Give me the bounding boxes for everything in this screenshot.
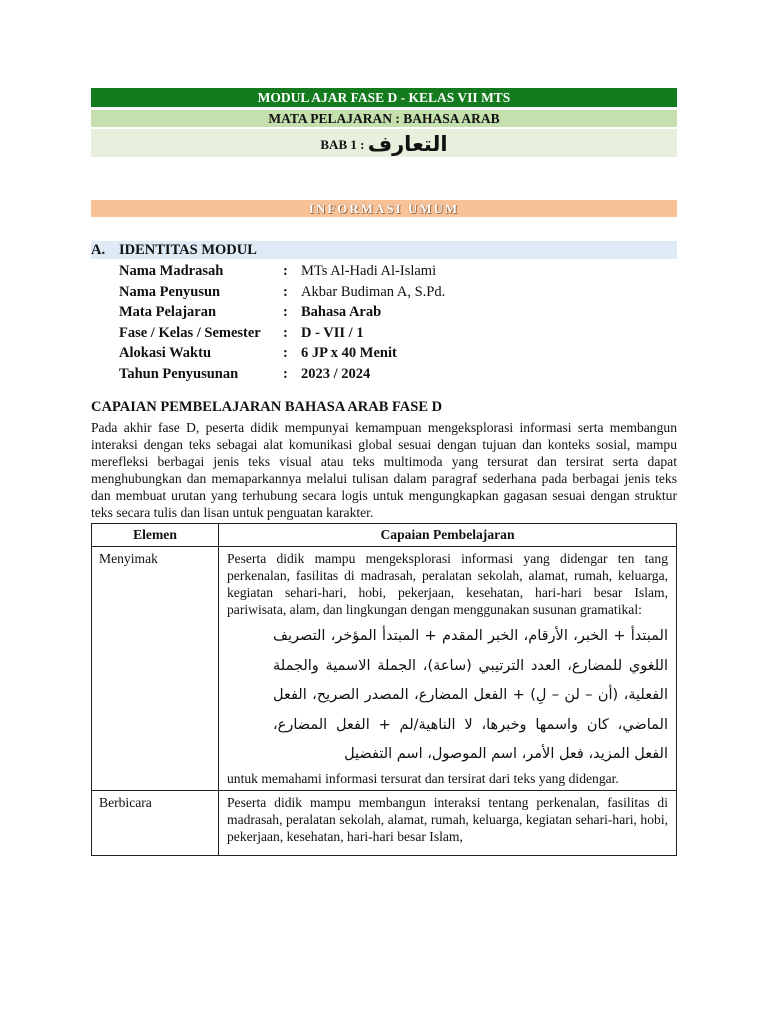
table-header-elemen: Elemen	[92, 524, 219, 547]
section-title: IDENTITAS MODUL	[119, 242, 257, 258]
module-title: MODUL AJAR FASE D - KELAS VII MTS	[91, 88, 677, 107]
identity-list	[91, 261, 677, 384]
identity-colon: :	[283, 283, 288, 300]
table-cell-capaian	[219, 790, 677, 855]
table-header-row	[92, 524, 677, 547]
table-row	[92, 790, 677, 855]
chapter-arabic-title: التعارف	[367, 132, 448, 156]
identity-value: 6 JP x 40 Menit	[301, 345, 397, 361]
identity-row	[91, 364, 677, 385]
identity-colon: :	[283, 304, 288, 320]
chapter-title	[91, 129, 677, 157]
section-heading-identitas	[91, 241, 677, 259]
identity-colon: :	[283, 345, 288, 361]
table-header-capaian: Capaian Pembelajaran	[219, 524, 677, 547]
table-cell-capaian	[219, 547, 677, 791]
capaian-outro-text: untuk memahami informasi tersurat dan tersirat dari teks yang didengar.	[227, 770, 619, 786]
arabic-grammar-text: المبتدأ + الخبر، الأرقام، الخبر المقدم + المبتدأ المؤخر، التصريف اللغوي للمضارع، العدد الترتيبي (ساعة)، الجملة الاسمية والجملة الفعلية، (أن – لن – لِ) + الفعل المضارع، المصدر الصريح، الفعل الماضي، كان واسمها وخبرها، لا الناهية/لم + الفعل المضارع، الفعل المزيد، فعل الأمر، اسم الموصول، اسم التفضيل	[273, 628, 668, 762]
table-cell-elemen: Menyimak	[92, 547, 219, 791]
identity-row	[91, 261, 677, 282]
capaian-paragraph: Pada akhir fase D, peserta didik mempunyai kemampuan mengeksplorasi informasi serta membangun interaksi dengan teks sebagai alat komunikasi global sesuai dengan tujuan dan konteks sosial, mampu merefleksi berbagai jenis teks visual atau teks multimoda yang tersurat dan tersirat serta dapat menghubungkan dan memaparkannya melalui tulisan dalam paragraf sederhana pada berbagai jenis teks dan membuat urutan yang terhubung secara logis untuk mengungkapkan gagasan sesuai dengan struktur teks secara tulis dan lisan untuk penguatan karakter.	[91, 420, 677, 520]
capaian-intro-text: Peserta didik mampu membangun interaksi tentang perkenalan, fasilitas di madrasah, peralatan sekolah, alamat, rumah, keluarga, kegiatan sehari-hari, hobi, pekerjaan, kesehatan, hari-hari besar Islam,	[227, 794, 668, 844]
capaian-table	[91, 523, 677, 856]
identity-row	[91, 343, 677, 364]
identity-label: Nama Madrasah	[119, 263, 224, 279]
capaian-heading: CAPAIAN PEMBELAJARAN BAHASA ARAB FASE D	[91, 399, 443, 415]
identity-colon: :	[283, 263, 288, 279]
chapter-label: BAB 1 :	[320, 137, 368, 152]
table-row	[92, 547, 677, 791]
identity-row	[91, 302, 677, 323]
identity-label: Alokasi Waktu	[119, 345, 212, 361]
identity-value: Bahasa Arab	[301, 304, 382, 320]
identity-value: 2023 / 2024	[301, 365, 371, 382]
identity-colon: :	[283, 324, 288, 341]
identity-row	[91, 282, 677, 303]
identity-value: Akbar Budiman A, S.Pd.	[301, 283, 446, 300]
document-page	[91, 88, 677, 856]
info-banner: INFORMASI UMUM	[91, 200, 677, 217]
identity-label: Tahun Penyusunan	[119, 365, 239, 382]
identity-colon: :	[283, 365, 288, 382]
identity-value: MTs Al-Hadi Al-Islami	[301, 263, 437, 279]
identity-label: Fase / Kelas / Semester	[119, 324, 261, 341]
table-cell-elemen: Berbicara	[92, 790, 219, 855]
subject-title: MATA PELAJARAN : BAHASA ARAB	[91, 110, 677, 127]
identity-label: Nama Penyusun	[119, 283, 221, 300]
section-letter: A.	[91, 242, 106, 258]
identity-label: Mata Pelajaran	[119, 304, 217, 320]
identity-value: D - VII / 1	[301, 324, 364, 341]
identity-row	[91, 323, 677, 344]
capaian-intro-text: Peserta didik mampu mengeksplorasi informasi yang didengar ten tang perkenalan, fasilitas di madrasah, peralatan sekolah, alamat, rumah, keluarga, kegiatan sehari-hari, hobi, pekerjaan, kesehatan, hari-hari besar Islam, pariwisata, alam, dan lingkungan dengan menggunakan susunan gramatikal:	[227, 551, 668, 617]
